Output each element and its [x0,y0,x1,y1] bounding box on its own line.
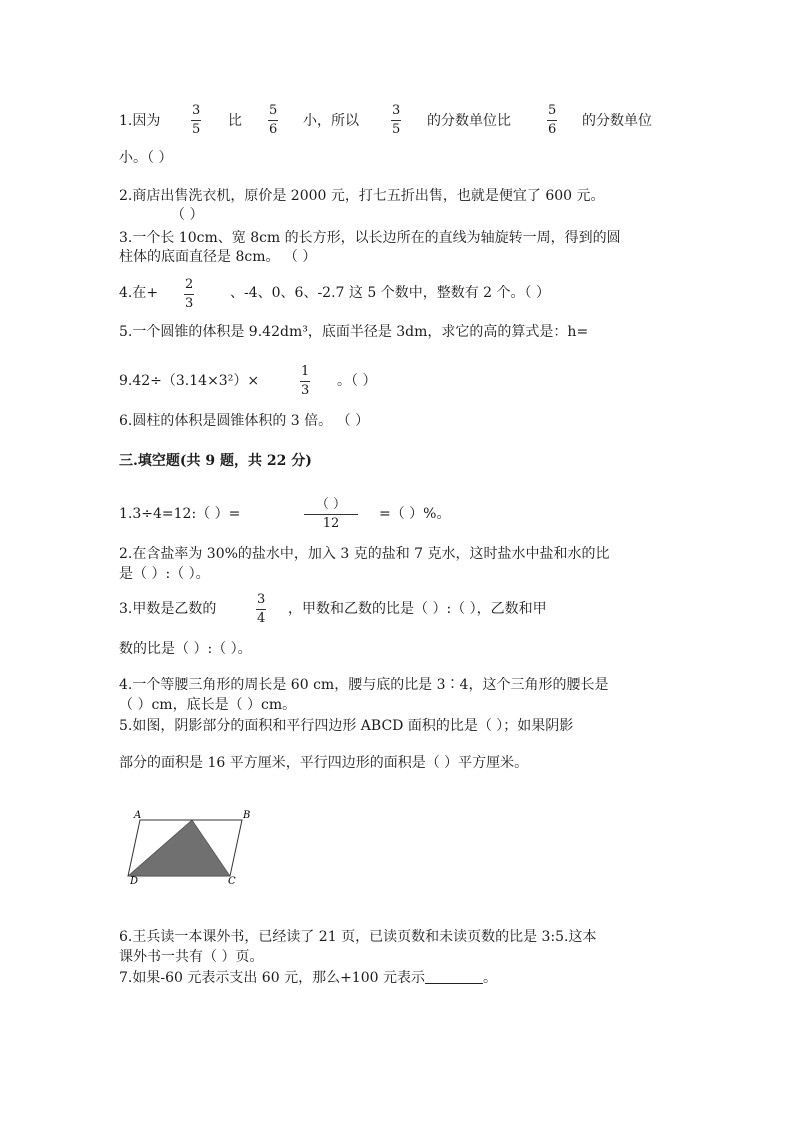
judge-q1-line-2: 小。（ ） [119,150,173,166]
judge-q3-line-2: 柱体的底面直径是 8cm。 （ ） [119,249,317,265]
fraction-3-4 [256,593,266,626]
fill-q3-text-1: 3.甲数是乙数的 [119,601,217,617]
fraction-numerator: 3 [392,103,401,118]
section-heading-fill-in: 三.填空题(共 9 题，共 22 分) [119,453,312,469]
fraction-5-6 [547,104,557,137]
judge-q5-text-1: 9.42÷（3.14×3²）× [119,373,260,389]
parallelogram-figure [124,806,252,886]
fraction-numerator: 5 [548,103,557,118]
fraction-denominator: 3 [185,296,194,311]
fraction-denominator: 5 [392,122,401,137]
vertex-label-c: C [228,876,236,886]
fraction-5-6 [268,104,278,137]
judge-q5-text-2: 。（ ） [337,373,377,389]
fill-q6-line-1: 6.王兵读一本课外书，已经读了 21 页，已读页数和未读页数的比是 3:5.这本 [119,929,597,945]
fraction-2-3 [184,278,194,311]
fill-q7-line-1 [119,969,497,987]
vertex-label-d: D [130,876,139,886]
fill-q5-line-2: 部分的面积是 16 平方厘米，平行四边形的面积是（ ）平方厘米。 [119,755,529,771]
answer-blank [425,969,483,984]
fill-q4-line-1: 4.一个等腰三角形的周长是 60 cm，腰与底的比是 3∶4，这个三角形的腰长是 [119,677,609,693]
fill-q5-line-1: 5.如图，阴影部分的面积和平行四边形 ABCD 面积的比是（ ）；如果阴影 [119,718,574,734]
judge-q2-answer-bracket: （ ） [171,207,204,223]
fraction-numerator-blank: （ ） [315,497,347,512]
vertex-label-b: B [243,810,251,821]
fraction-numerator: 3 [257,592,266,607]
fill-q2-line-2: 是（ ）:（ ）。 [119,566,210,582]
fill-q7-text-2: 。 [482,970,497,986]
fraction-denominator: 4 [257,611,266,626]
judge-q1-text-1: 1.因为 [119,113,161,129]
fill-q1-text-2: =（ ）%。 [379,506,451,522]
fraction-numerator: 1 [301,364,310,379]
fraction-denominator: 3 [301,383,310,398]
fill-q1-text-1: 1.3÷4=12:（ ）= [119,506,241,522]
judge-q1-text-5: 的分数单位 [582,113,652,129]
fraction-denominator: 6 [548,122,557,137]
judge-q1-text-4: 的分数单位比 [427,113,511,129]
fraction-3-5 [191,104,201,137]
vertex-label-a: A [134,810,142,821]
judge-q1-text-2: 比 [228,113,242,129]
fraction-numerator: 5 [269,103,278,118]
judge-q3-line-1: 3.一个长 10cm、宽 8cm 的长方形，以长边所在的直线为轴旋转一周，得到的圆 [119,230,621,246]
fill-q4-line-2: （ ）cm，底长是（ ）cm。 [119,697,297,713]
judge-q5-line-1: 5.一个圆锥的体积是 9.42dm³，底面半径是 3dm，求它的高的算式是：h= [119,324,589,340]
fraction-1-3 [300,365,310,398]
fill-q2-line-1: 2.在含盐率为 30%的盐水中，加入 3 克的盐和 7 克水，这时盐水中盐和水的比 [119,546,610,562]
fraction-denominator: 6 [269,122,278,137]
fraction-numerator: 3 [192,103,201,118]
judge-q4-text-2: 、-4、0、6、-2.7 这 5 个数中，整数有 2 个。（ ） [230,285,550,301]
fraction-3-5 [391,104,401,137]
shaded-triangle [128,820,230,876]
fill-q7-text-1: 7.如果-60 元表示支出 60 元，那么+100 元表示 [119,970,425,986]
fill-q3-text-2: ，甲数和乙数的比是（ ）:（ ），乙数和甲 [288,601,547,617]
fraction-blank-over-12 [304,498,358,531]
fraction-numerator: 2 [185,277,194,292]
judge-q6-line-1: 6.圆柱的体积是圆锥体积的 3 倍。 （ ） [119,413,370,429]
fill-q3-line-2: 数的比是（ ）:（ ）。 [119,641,252,657]
fraction-denominator: 5 [192,122,201,137]
fill-q6-line-2: 课外书一共有（ ）页。 [119,949,264,965]
judge-q2-line-1: 2.商店出售洗衣机，原价是 2000 元，打七五折出售，也就是便宜了 600 元。 [119,188,605,204]
judge-q4-text-1: 4.在+ [119,285,159,301]
fraction-denominator: 12 [322,516,340,531]
judge-q1-text-3: 小，所以 [303,113,359,129]
